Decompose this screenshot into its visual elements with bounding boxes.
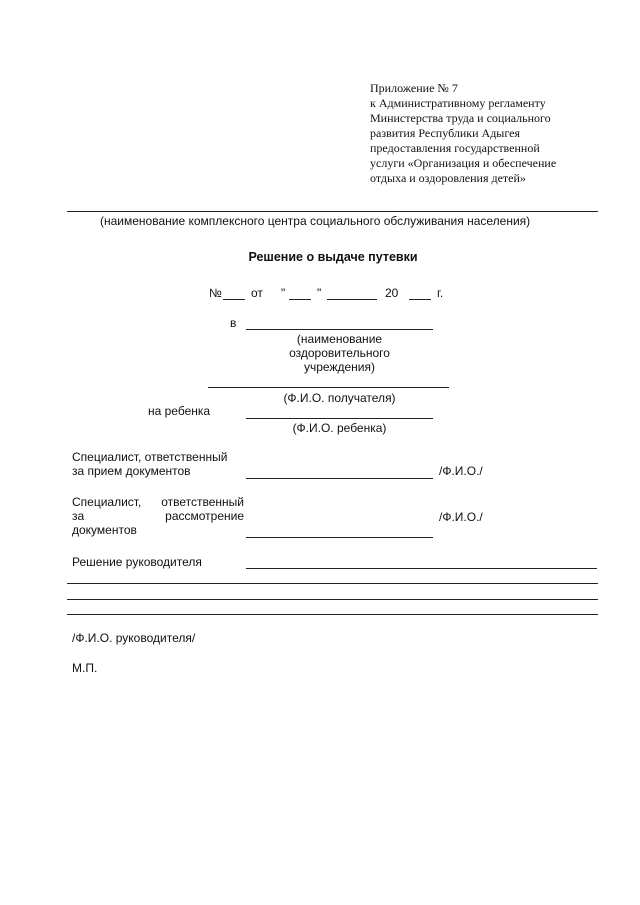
year-suffix: г. [437, 286, 444, 300]
institution-caption-line: оздоровительного [289, 346, 390, 360]
specialist2-word: ответственный [161, 495, 244, 509]
in-label: в [230, 316, 237, 330]
day-field[interactable] [289, 299, 311, 300]
month-field[interactable] [327, 299, 377, 300]
appendix-block [370, 81, 556, 186]
appendix-line: к Административному регламенту [370, 96, 546, 110]
specialist2-line: документов [72, 523, 137, 537]
appendix-line: Приложение № 7 [370, 81, 458, 95]
specialist1-fio: /Ф.И.О./ [439, 464, 483, 478]
institution-field[interactable] [246, 329, 433, 330]
org-caption: (наименование комплексного центра социального обслуживания населения) [100, 214, 531, 228]
specialist1-line: Специалист, ответственный [72, 450, 228, 464]
number-field[interactable] [223, 299, 245, 300]
decision-line[interactable] [67, 614, 598, 615]
quote-open: " [281, 286, 286, 300]
appendix-line: отдыха и оздоровления детей» [370, 171, 526, 185]
head-decision-label: Решение руководителя [72, 555, 202, 569]
quote-close: " [317, 286, 322, 300]
institution-caption-line: (наименование [296, 332, 383, 346]
recipient-caption: (Ф.И.О. получателя) [283, 391, 396, 405]
appendix-line: Министерства труда и социального [370, 111, 551, 125]
child-caption: (Ф.И.О. ребенка) [292, 421, 387, 435]
appendix-line: предоставления государственной [370, 141, 540, 155]
specialist2-line [72, 495, 244, 509]
specialist2-word: за [72, 509, 85, 523]
specialist2-signature-field[interactable] [246, 537, 433, 538]
head-fio: /Ф.И.О. руководителя/ [72, 631, 196, 645]
specialist2-word: Специалист, [72, 495, 142, 509]
specialist2-fio: /Ф.И.О./ [439, 510, 483, 524]
child-label: на ребенка [148, 404, 211, 418]
stamp-label: М.П. [72, 661, 98, 675]
org-name-line [67, 211, 598, 212]
specialist2-label [72, 495, 244, 537]
appendix-line: услуги «Организация и обеспечение [370, 156, 557, 170]
year-field[interactable] [409, 299, 431, 300]
institution-caption [246, 332, 433, 374]
specialist1-signature-field[interactable] [246, 478, 433, 479]
specialist2-word: рассмотрение [165, 509, 244, 523]
head-decision-field[interactable] [246, 568, 597, 569]
number-sign: № [209, 286, 222, 300]
decision-line[interactable] [67, 599, 598, 600]
document-title: Решение о выдаче путевки [248, 250, 418, 264]
institution-caption-line: учреждения) [304, 360, 375, 374]
specialist1-line: за прием документов [72, 464, 191, 478]
appendix-line: развития Республики Адыгея [370, 126, 520, 140]
recipient-field[interactable] [208, 387, 449, 388]
year-prefix: 20 [385, 286, 399, 300]
decision-line[interactable] [67, 583, 598, 584]
child-field[interactable] [246, 418, 433, 419]
specialist2-line [72, 509, 244, 523]
date-from-label: от [251, 286, 263, 300]
specialist1-label [72, 450, 227, 478]
